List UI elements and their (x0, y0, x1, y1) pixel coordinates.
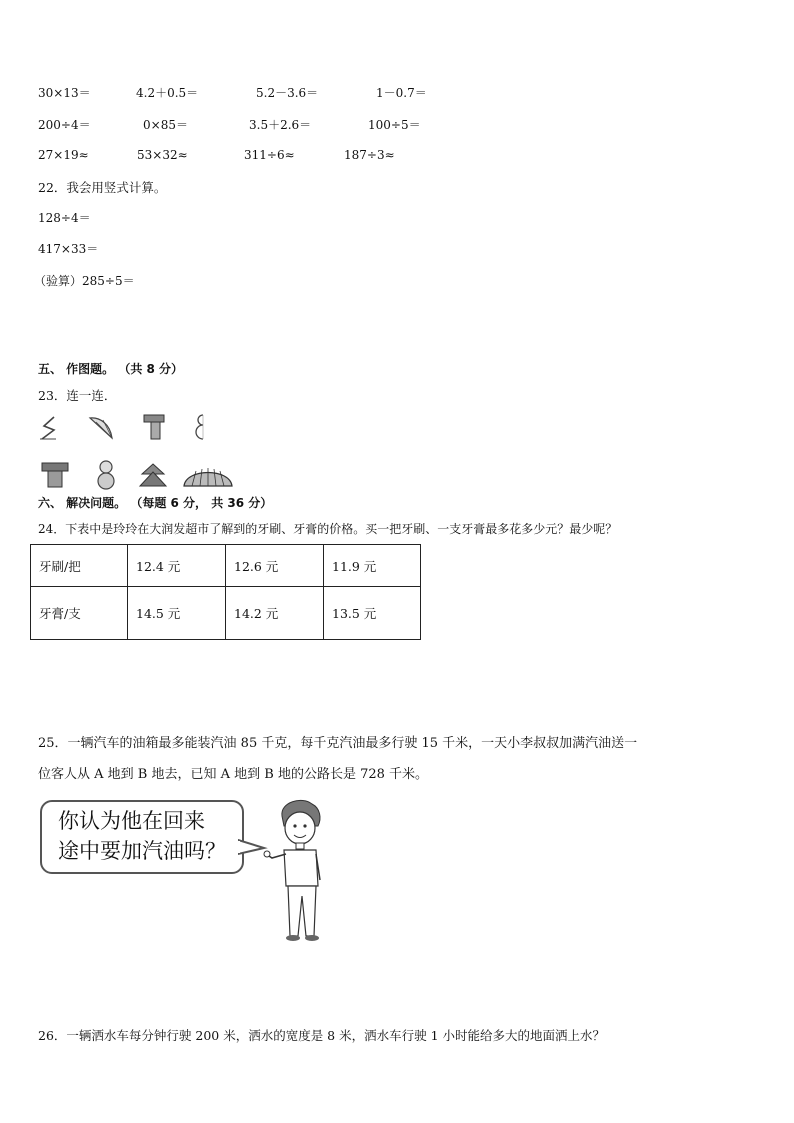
calc-2-3: 3.5＋2.6＝ (249, 118, 312, 132)
tree-triangles-icon (138, 462, 168, 490)
q26-text: 26．一辆洒水车每分钟行驶 200 米，洒水的宽度是 8 米，洒水车行驶 1 小时能给多大的地面洒上水？ (38, 1028, 606, 1043)
table-cell: 14.2 元 (226, 587, 324, 640)
calc-3-3: 311÷6≈ (244, 148, 295, 162)
price-table (30, 544, 421, 640)
table-row (31, 587, 421, 640)
calc-3-4: 187÷3≈ (344, 148, 395, 162)
calc-2-2: 0×85＝ (143, 118, 188, 132)
speech-bubble-text (58, 806, 226, 866)
q25-line-1: 25．一辆汽车的油箱最多能装汽油 85 千克，每千克汽油最多行驶 15 千米，一天小李叔叔加满汽油送一 (38, 736, 638, 751)
boy-illustration (262, 796, 330, 944)
table-cell: 11.9 元 (324, 545, 421, 587)
section-6-heading: 六、 解决问题。 （每题 6 分， 共 36 分） (38, 496, 273, 510)
calc-1-4: 1－0.7＝ (376, 86, 427, 100)
half-snowman-icon (190, 412, 210, 442)
section-5-heading: 五、 作图题。 （共 8 分） (38, 362, 184, 376)
bubble-line-1: 你认为他在回来 (58, 809, 205, 833)
half-house-icon (141, 412, 167, 442)
table-cell: 牙刷/把 (31, 545, 128, 587)
calc-2-4: 100÷5＝ (368, 118, 421, 132)
q22-title: 22．我会用竖式计算。 (38, 180, 167, 195)
umbrella-icon (182, 462, 234, 490)
half-umbrella-icon (86, 414, 116, 442)
table-cell: 12.4 元 (128, 545, 226, 587)
q22-item-3: （验算）285÷5＝ (34, 274, 135, 288)
house-icon (40, 460, 70, 490)
calc-1-2: 4.2＋0.5＝ (136, 86, 199, 100)
calc-2-1: 200÷4＝ (38, 118, 91, 132)
q22-item-2: 417×33＝ (38, 242, 99, 256)
calc-1-3: 5.2－3.6＝ (256, 86, 319, 100)
calc-3-2: 53×32≈ (137, 148, 188, 162)
q22-item-1: 128÷4＝ (38, 211, 91, 225)
table-cell: 13.5 元 (324, 587, 421, 640)
q24-text: 24．下表中是玲玲在大润发超市了解到的牙刷、牙膏的价格。买一把牙刷、一支牙膏最多花多少元？最少呢？ (38, 522, 618, 536)
table-row (31, 545, 421, 587)
q25-line-2: 位客人从 A 地到 B 地去，已知 A 地到 B 地的公路长是 728 千米。 (38, 767, 429, 782)
table-cell: 牙膏/支 (31, 587, 128, 640)
half-figure-lightning-icon (38, 414, 60, 442)
snowman-icon (94, 458, 118, 492)
q23-title: 23．连一连． (38, 388, 117, 403)
calc-1-1: 30×13＝ (38, 86, 91, 100)
table-cell: 12.6 元 (226, 545, 324, 587)
table-cell: 14.5 元 (128, 587, 226, 640)
bubble-line-2: 途中要加汽油吗？ (58, 839, 226, 863)
calc-3-1: 27×19≈ (38, 148, 89, 162)
